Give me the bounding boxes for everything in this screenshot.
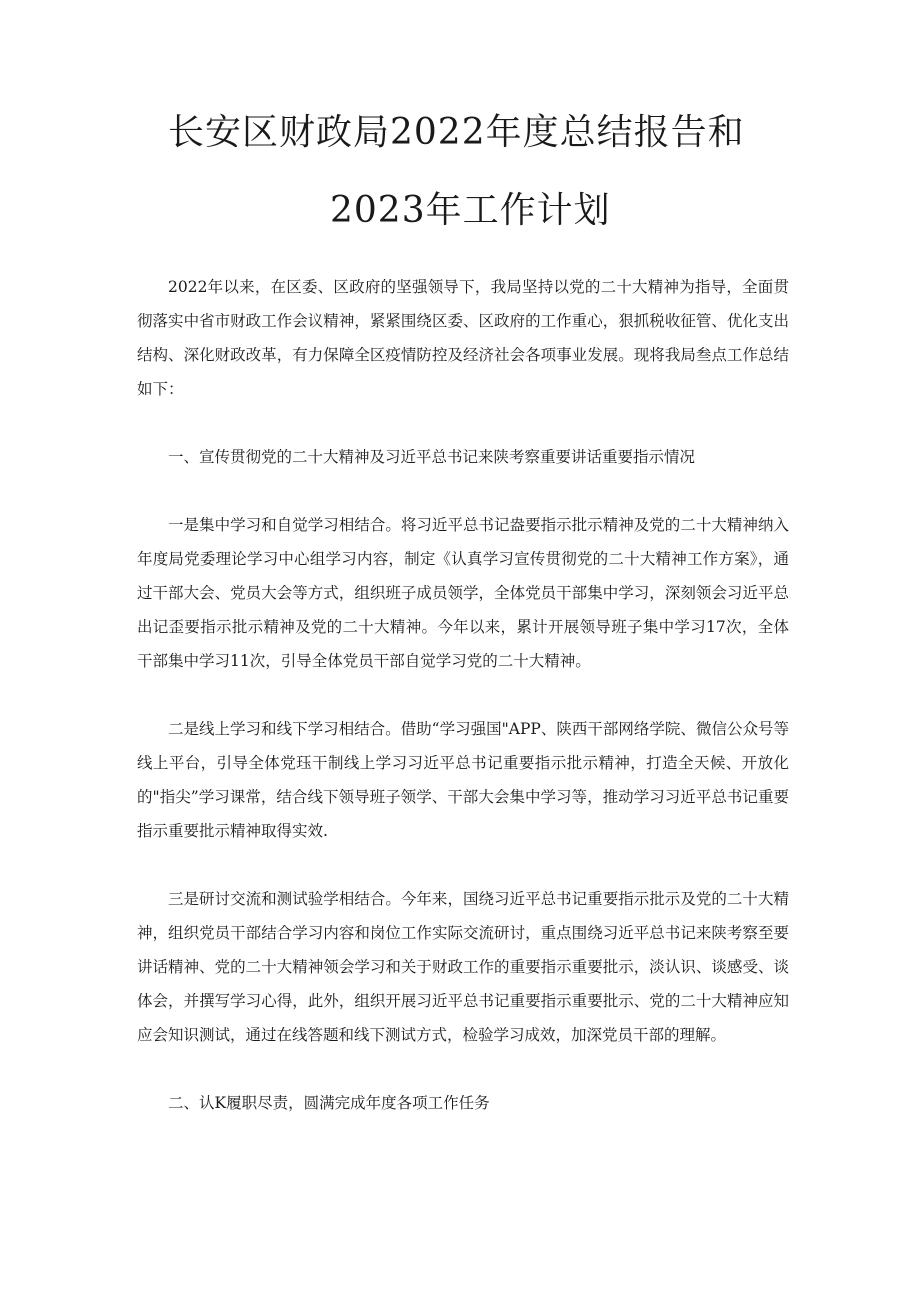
- document-title-line2: 2023年工作计划: [330, 190, 611, 231]
- paragraph-discussion-testing: 三是研讨交流和测试验学相结合。今年来，国绕习近平总书记重要指示批示及党的二十大精神，组织党员干部结合学习内容和岗位工作实际交流研讨，重点围绕习近平总书记来陕考察至要讲话精神、党的二十大精神领会学习和关于财政工作的重要指示重要批示，淡认识、谈感受、谈体会，并撰写学习心得，此外，组织开展习近平总书记重要指示重要批示、党的二十大精神应知应会知识测试，通过在线答题和线下测试方式，检验学习成效，加深党员干部的理解。: [137, 890, 789, 1044]
- document-body: [137, 270, 789, 1154]
- intro-paragraph: 2022年以来，在区委、区政府的坚强领导下，我局坚持以党的二十大精神为指导，全面贯彻落实中省市财政工作会议精神，紧紧围绕区委、区政府的工作重心，狠抓税收征管、优化支出结构、深化财政改革，有力保障全区疫情防控及经济社会各项事业发展。现将我局叁点工作总结如下：: [137, 278, 789, 398]
- section-heading-1: 一、宣传贯彻党的二十大精神及习近平总书记来陕考察重要讲话重要指示情况: [168, 448, 696, 466]
- section-heading-2: 二、认K履职尽责，圆满完成年度各项工作任务: [168, 1094, 490, 1112]
- paragraph-online-offline: 二是线上学习和线下学习相结合。借助“学习强国"APP、陕西干部网络学院、微信公众号等线上平台，引导全体党珏干制线上学习习近平总书记重要指示批示精神，打造全天候、开放化的"指尖”学习课常，结合线下领导班子领学、干部大会集中学习等，推动学习习近平总书记重要指示重要批示精神取得实效.: [137, 720, 789, 840]
- document-title-line1: 长安区财政局2022年度总结报告和: [168, 112, 745, 153]
- paragraph-study-combined: 一是集中学习和自觉学习相结合。将习近平总书记盎要指示批示精神及党的二十大精神纳入年度局党委理论学习中心组学习内容，制定《认真学习宣传贯彻党的二十大精神工作方案》，通过干部大会、党员大会等方式，组织班子成员领学，全体党员干部集中学习，深刻领会习近平总出记歪要指示批示精神及党的二十大精神。今年以来，累计开展领导班子集中学习17次，全体干部集中学习11次，引导全体党员干部自觉学习党的二十大精神。: [137, 516, 789, 670]
